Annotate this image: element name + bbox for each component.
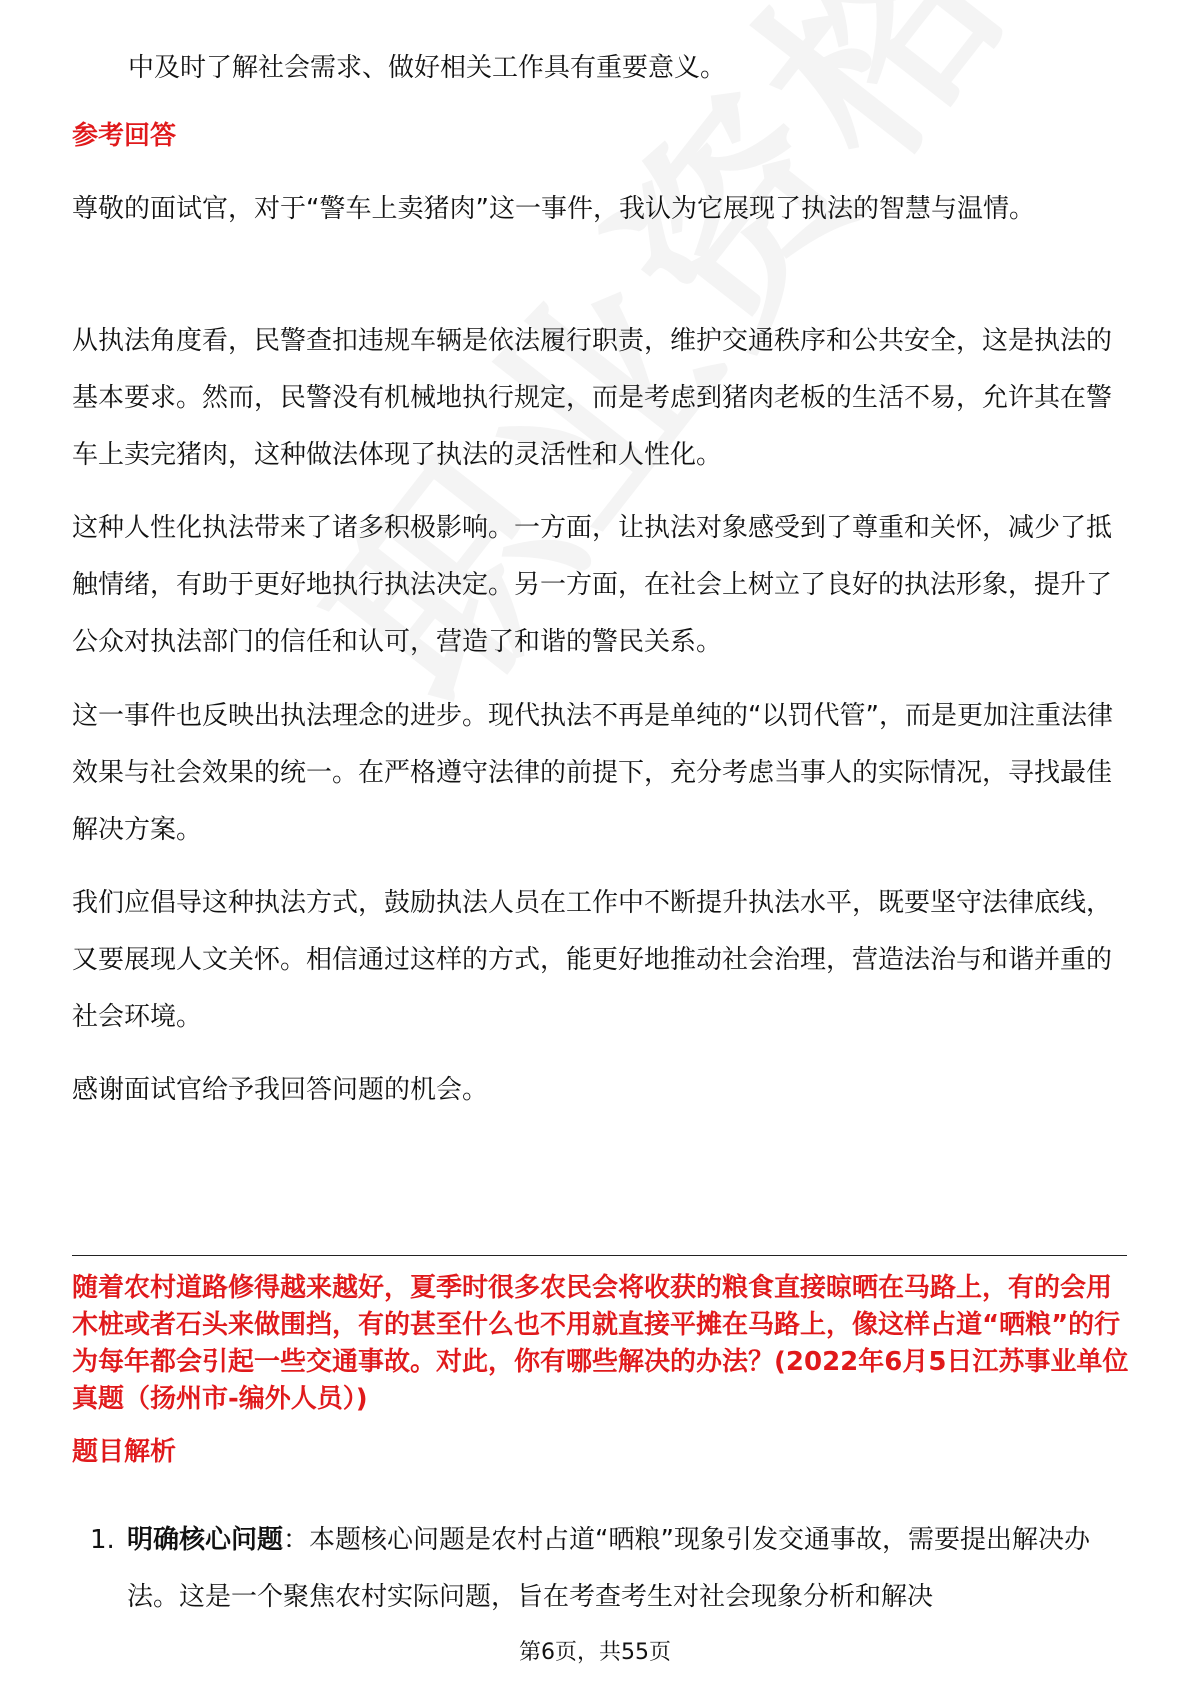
list-item-body	[90, 1512, 1130, 1626]
intro-line: 中及时了解社会需求、做好相关工作具有重要意义。	[128, 53, 727, 83]
answer-paragraph-3: 这种人性化执法带来了诸多积极影响。一方面，让执法对象感受到了尊重和关怀，减少了抵触情绪，有助于更好地执行执法决定。另一方面，在社会上树立了良好的执法形象，提升了公众对执法部门的信任和认可，营造了和谐的警民关系。	[72, 513, 1113, 657]
analysis-heading: 题目解析	[72, 1437, 177, 1467]
page-footer: 第6页，共55页	[519, 1640, 671, 1665]
list-item-text: ：本题核心问题是农村占道“晒粮”现象引发交通事故，需要提出解决办法。这是一个聚焦农村实际问题，旨在考查考生对社会现象分析和解决	[127, 1525, 1090, 1612]
list-number: 1.	[90, 1525, 115, 1555]
answer-paragraph-6: 感谢面试官给予我回答问题的机会。	[72, 1075, 489, 1105]
answer-paragraph-2: 从执法角度看，民警查扣违规车辆是依法履行职责，维护交通秩序和公共安全，这是执法的基本要求。然而，民警没有机械地执行规定，而是考虑到猪肉老板的生活不易，允许其在警车上卖完猪肉，这种做法体现了执法的灵活性和人性化。	[72, 326, 1113, 470]
analysis-item-1	[90, 1512, 1130, 1626]
answer-paragraph-1: 尊敬的面试官，对于“警车上卖猪肉”这一事件，我认为它展现了执法的智慧与温情。	[72, 194, 1035, 224]
answer-heading: 参考回答	[72, 121, 177, 151]
answer-paragraph-5: 我们应倡导这种执法方式，鼓励执法人员在工作中不断提升执法水平，既要坚守法律底线，又要展现人文关怀。相信通过这样的方式，能更好地推动社会治理，营造法治与和谐并重的社会环境。	[72, 888, 1113, 1032]
section-divider	[72, 1255, 1127, 1256]
answer-paragraph-4: 这一事件也反映出执法理念的进步。现代执法不再是单纯的“以罚代管”，而是更加注重法律效果与社会效果的统一。在严格遵守法律的前提下，充分考虑当事人的实际情况，寻找最佳解决方案。	[72, 701, 1113, 845]
question-text: 随着农村道路修得越来越好，夏季时很多农民会将收获的粮食直接晾晒在马路上，有的会用木桩或者石头来做围挡，有的甚至什么也不用就直接平摊在马路上，像这样占道“晒粮”的行为每年都会引起一些交通事故。对此，你有哪些解决的办法？(2022年6月5日江苏事业单位真题（扬州市-编外人员）)	[72, 1273, 1129, 1414]
list-item-title: 明确核心问题	[127, 1525, 284, 1555]
